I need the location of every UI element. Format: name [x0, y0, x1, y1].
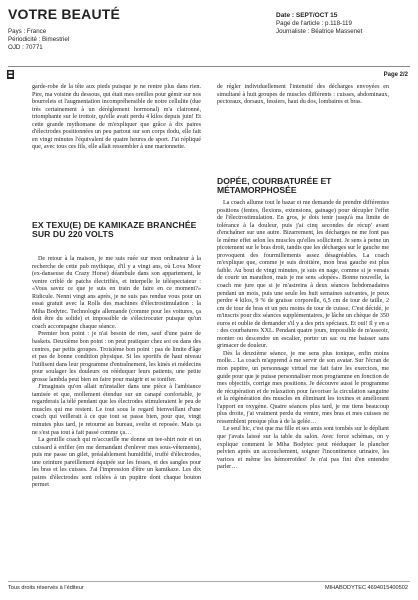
magazine-section-title: VOTRE BEAUTÉ [8, 6, 121, 22]
ojd-line: OJD : 70771 [8, 44, 43, 52]
body-paragraph-5: La coach allume tout le bazar et me demande de prendre différentes positions (fentes, flexions, extensions, gainage) pour décupler l'effet de l'électrostimulation. En gros, je dois tenir jusqu'à ma limite de tolérance à la douleur, puis j'ai cinq secondes de récup' avant d'enchaîner sur une autre. Bizarrement, les décharges ne me font pas le même effet selon les muscles qu'elles sollicitent. Je sens à peine un picotement sur le bras droit, tandis que les décharges sur le gauche me provoquent des fourmillements assez désagréables. La coach m'explique que, comme je suis droitière, mon bras gauche est plus faible. Au bout de vingt minutes, je suis en nage, comme si je venais de courir un marathon, mais je me sens «dopée». Bonne nouvelle, la coach me jure que si je m'astreins à deux séances hebdomadaires pendant un mois, puis une seule les huit semaines suivantes, je peux perdre 4 kilos, 9 % de graisse corporelle, 6,5 cm de tour de taille, 2 cm de tour de bras et un peu moins de tour de cuisse. C'est décidé, je m'inscris pour dix séances supplémentaires, je lâche un chèque de 350 euros et oublie de demander s'il y a des prix spéciaux. Et oui! Il y en a : des courbatures XXL. Pendant quatre jours, impossible de m'asseoir, monter ou descendre un escalier, porter un sac ou me baisser sans grimacer de douleur. [217, 200, 389, 350]
body-paragraph-1: De retour à la maison, je me suis ruée sur mon ordinateur à la recherche de cette pub mythique, d'il y a vingt ans, où Lova Moor (ex-danseuse du Crazy Horse) déambule dans son appartement, le ventre criblé de patchs électrifiés, et interpelle le téléspectateur : «Vous savez ce que je suis en train de faire en ce moment?» Ridicule. Nenni vingt ans après, je ne suis pas rendue vous pour un essai gratuit avec la Rolls des machines d'électrostimulation : la Miha Bodytec. Technologie allemande (comme pour les voitures, ça doit être du solide) et impossible de s'électrocuter puisque qu'un coach accompagne chaque séance. [32, 256, 201, 330]
article-page-ref: Page de l'article : p.118-119 [276, 20, 352, 27]
column-left-body [32, 256, 201, 490]
body-paragraph-2: Premier bon point : je n'ai besoin de rien, sauf d'une paire de baskets. Deuxième bon point : on peut pratiquer chez soi ou dans des centres, par petits groupes. Troisième bon point : pas de limite d'âge et pas de bonne condition physique. Si les sportifs de haut niveau l'utilisent dans leur programme d'entraînement, les kinés et médecins pour soulager les douleurs ou rééduquer leurs patients, une petite grosse lambda peut bien en faire pour maigrir et se tonifier. [32, 331, 201, 383]
body-paragraph-4: La gentille coach qui m'accueille me donne un tee-shirt noir et un cuissard à enfiler (en me demandant d'enlever mes sous-vêtements), puis me passe un gilet, préalablement humidifié, truffé d'électrodes, une ceinture pareillement équipée sur les fesses, et des sangles pour les bras et les cuisses. J'ai l'impression d'être un kamikaze. Les dix paires d'électrodes sont reliées à un pupitre dont chaque bouton permet [32, 437, 201, 489]
body-paragraph-3: J'imaginais qu'on allait m'installer dans une pièce à l'ambiance tamisée et que, mollement étendue sur un canapé confortable, je regarderais la télé pendant que les électrodes stimuleraient le peu de muscles qui me restent. Le tout sous le regard bienveillant d'une coach qui veillerait à ce que tout se passe bien, pour que, vingt minutes plus tard, je retourne au bureau, svelte et reposée. Mais ça ne s'est pas tout à fait passé comme ça… [32, 384, 201, 436]
footer-rights: Tous droits réservés à l'éditeur [8, 585, 84, 591]
column-left-intro [32, 84, 201, 152]
page-number: Page 2/2 [383, 72, 408, 78]
column-right-intro [217, 84, 389, 107]
column-right-body [217, 200, 389, 472]
section-heading-kamikaze: EX TEXU(E) DE KAMIKAZE BRANCHÉE SUR DU 220 VOLTS [32, 220, 197, 240]
footer-divider [8, 581, 410, 582]
publication-meta [8, 28, 69, 53]
header-divider [8, 66, 410, 67]
country-line: Pays : France [8, 28, 47, 35]
article-journalist: Journaliste : Béatrice Massenet [276, 28, 363, 35]
publisher-logo-icon [7, 70, 14, 79]
muscle-groups-paragraph: de régler individuellement l'intensité des décharges envoyées en simultané à huit groupes de muscles différents : cuisses, abdominaux, pectoraux, dorsaux, fessiers, haut du dos, lombaires et bras. [217, 84, 389, 106]
intro-paragraph: garde-robe de la tête aux pieds puisque je ne rentre plus dans rien. Pire, ma voisine du dessous, qui était mes oreilles pour gémir sur nos bourrelets et l'augmentation incompréhensible de notre cellulite (due très certainement à un dérèglement hormonal) m'a claironné, triomphante sur le trottoir, qu'elle avait perdu 4 kilos depuis juin! Et cette grande mythomane de m'expliquer que grâce à dix paires d'électrodes positionnées un peu partout sur son corps dodu, elle fait en vingt minutes l'équivalent de quatre heures de sport. J'ai répliqué que, avec tous ces fils, elle allait ressembler à une marionnette. [32, 84, 201, 151]
body-paragraph-6: Dès la deuxième séance, je me sens plus tonique, enfin moins molle... La coach m'apprend à me servir de son avatar. Sur l'écran de mon pupitre, un personnage virtuel me fait faire les exercices, me guide pour que je puisse personnaliser mon programme en fonction de mes objectifs, corrige mes positions. Je découvre aussi le programme de récupération et de relaxation pour favoriser la circulation sanguine et la régénération des muscles en éliminant les toxines et améliorant l'apport en oxygène. Quatre séances plus tard, je me tiens beaucoup plus droite, j'ai vraiment perdu du ventre, mes bras et mes cuisses ne ressemblent presque plus à de la gelée… [217, 350, 389, 425]
article-date: Date : SEPT/OCT 15 [276, 12, 338, 19]
footer-code: MIHABODYTEC 4694015400502 [324, 585, 408, 591]
section-heading-dopee: DOPÉE, COURBATURÉE ET MÉTAMORPHOSÉE [217, 176, 332, 196]
periodicity-line: Périodicité : Bimestriel [8, 36, 70, 44]
body-paragraph-7: Le seul hic, c'est que ma fille et ses amis sont tombés sur le dépliant que j'avais laissé sur la table du salon. Avec force schémas, on y explique comment le Miha Bodytec peut rééduquer le plancher pelvien après un accouchement, soigner l'incontinence urinaire, les varices et même les hémorroïdes! Je n'ai pas fini d'en entendre parler… [217, 426, 389, 471]
article-info [276, 12, 362, 36]
